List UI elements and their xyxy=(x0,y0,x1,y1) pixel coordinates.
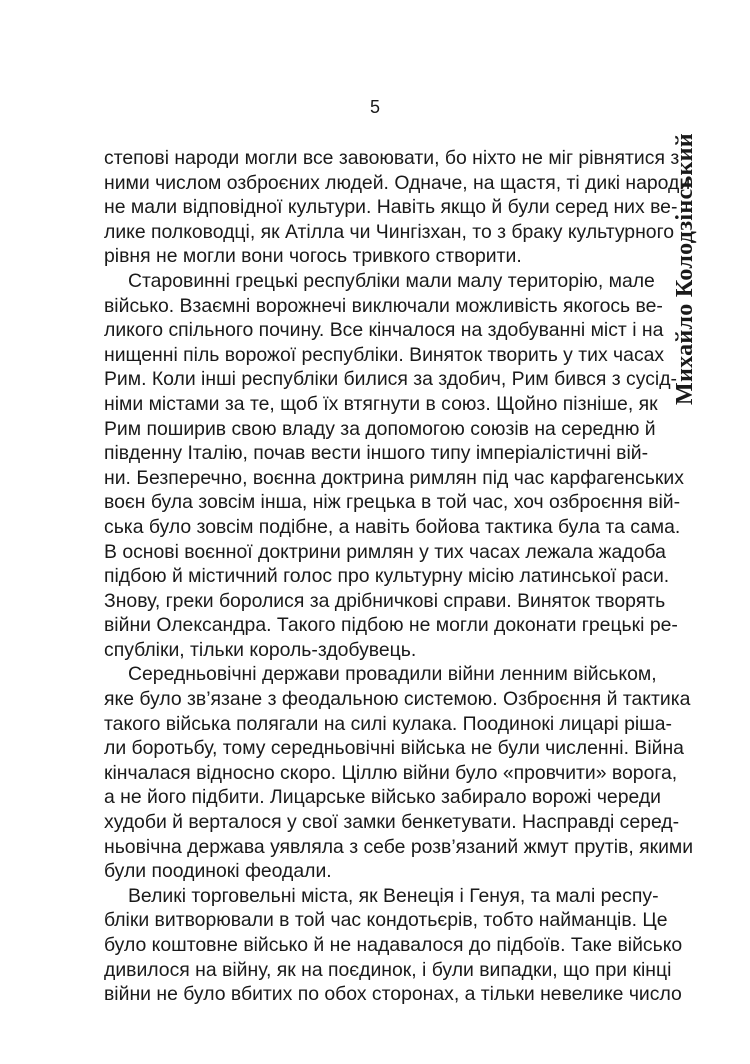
text-line: війни не було вбитих по обох сторонах, а тільки невелике число xyxy=(104,983,682,1006)
text-line: німи містами за те, щоб їх втягнути в союз. Щойно пізніше, як xyxy=(104,392,658,415)
text-line: південну Італію, почав вести іншого типу імперіалістичні вій- xyxy=(104,442,649,465)
text-line: Великі торговельні міста, як Венеція і Генуя, та малі респу- xyxy=(128,884,659,907)
text-line: не мали відповідної культури. Навіть якщо й були серед них ве- xyxy=(104,196,678,219)
text-line: Знову, греки боролися за дрібничкові справи. Виняток творять xyxy=(104,589,666,612)
text-line: спубліки, тільки король-здобувець. xyxy=(104,638,417,661)
text-line: нищенні піль ворожої республіки. Виняток творить у тих часах xyxy=(104,343,665,366)
text-line: а не його підбити. Лицарське військо забирало ворожі череди xyxy=(104,786,661,809)
paragraph xyxy=(104,269,684,663)
text-line: військо. Взаємні ворожнечі виключали можливість якогось ве- xyxy=(104,294,663,317)
text-line: підбою й містичний голос про культурну місію латинської раси. xyxy=(104,565,670,588)
text-line: ньовічна держава уявляла з себе розв’язаний жмут прутів, якими xyxy=(104,835,694,858)
text-line: рівня не могли вони чогось тривкого створити. xyxy=(104,245,522,268)
text-line: ликого спільного почину. Все кінчалося на здобуванні міст і на xyxy=(104,319,664,342)
text-line: Рим поширив свою владу за допомогою союзів на середню й xyxy=(104,417,656,440)
text-line: ни. Безперечно, воєнна доктрина римлян під час карфагенських xyxy=(104,466,684,489)
side-title: Михайло Колодзінський xyxy=(672,133,698,405)
text-line: В основі воєнної доктрини римлян у тих часах лежала жадоба xyxy=(104,540,666,563)
text-line: воєн була зовсім інша, ніж грецька в той час, хоч озброєння вій- xyxy=(104,491,681,514)
text-line: війни Олександра. Такого підбою не могли доконати грецькі ре- xyxy=(104,614,678,637)
text-line: лике полководці, як Атілла чи Чингізхан, то з браку культурного xyxy=(104,220,675,243)
text-line: Середньовічні держави провадили війни ленним військом, xyxy=(128,663,657,686)
text-line: степові народи могли все завоювати, бо ніхто не міг рівнятися з xyxy=(104,147,680,169)
text-line: ська було зовсім подібне, а навіть бойова тактика була та сама. xyxy=(104,515,681,538)
text-line: худоби й верталося у свої замки бенкетувати. Насправді серед- xyxy=(104,811,680,834)
text-line: ними числом озброєних людей. Одначе, на щастя, ті дикі народи xyxy=(104,171,691,194)
page-number: 5 xyxy=(369,97,380,117)
paragraph xyxy=(104,884,683,1007)
text-line: кінчалася відносно скоро. Ціллю війни було «провчити» ворога, xyxy=(104,761,678,784)
text-line: ли боротьбу, тому середньовічні війська не були численні. Війна xyxy=(104,737,684,760)
text-line: такого війська полягали на силі кулака. Поодинокі лицарі ріша- xyxy=(104,712,672,735)
text-line: було коштовне військо й не надавалося до підбоїв. Таке військо xyxy=(104,934,683,956)
text-line: бліки витворювали в той час кондотьєрів, тобто найманців. Це xyxy=(104,909,668,932)
paragraph xyxy=(104,146,691,269)
paragraph xyxy=(104,662,694,883)
text-line: дивилося на війну, як на поєдинок, і були випадки, що при кінці xyxy=(104,958,672,981)
text-line: яке було зв’язане з феодальною системою. Озброєння й тактика xyxy=(104,688,691,711)
text-line: були поодинокі феодали. xyxy=(104,860,332,883)
text-line: Старовинні грецькі республіки мали малу територію, мале xyxy=(128,269,655,292)
text-line: Рим. Коли інші республіки билися за здобич, Рим бився з сусід- xyxy=(104,368,677,391)
